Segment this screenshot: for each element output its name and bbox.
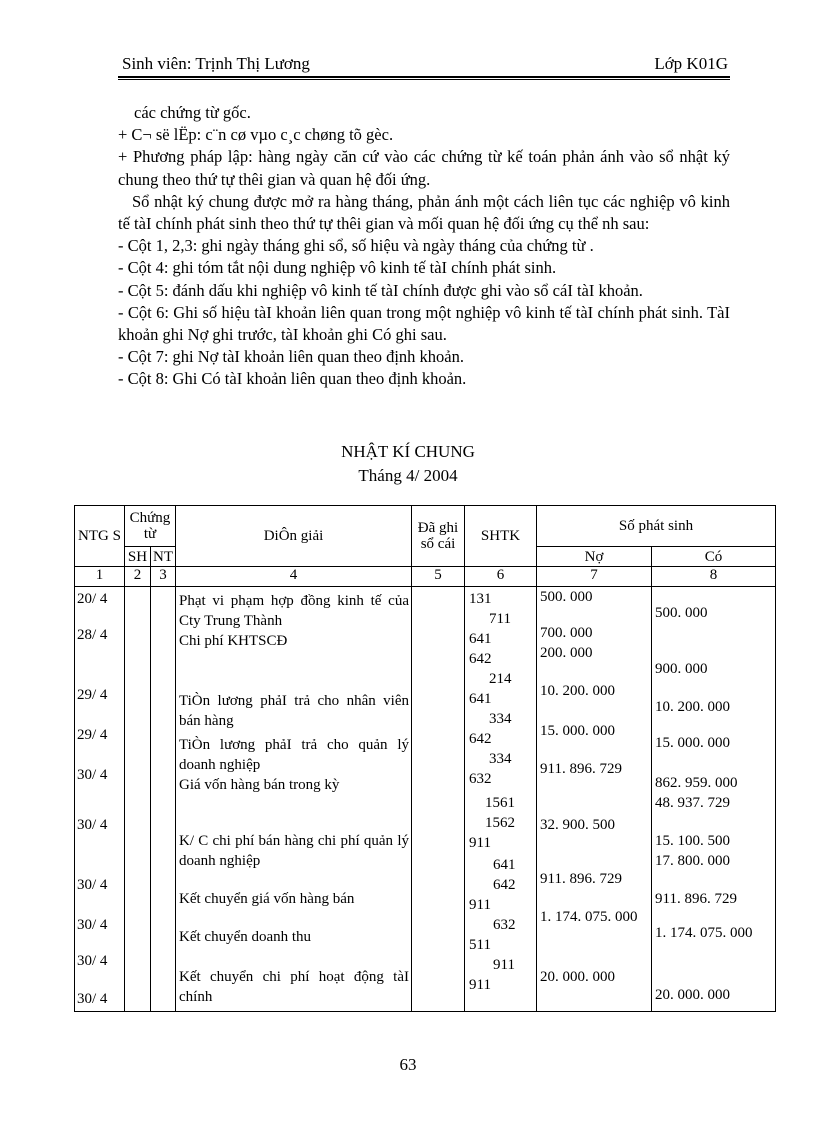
journal-table <box>74 505 776 1012</box>
date: 30/ 4 <box>77 991 108 1007</box>
date: 20/ 4 <box>77 591 108 607</box>
description: Kết chuyển chi phí hoạt động tàI chính <box>179 969 409 1005</box>
debit-amount: 10. 200. 000 <box>540 683 615 699</box>
description: Kết chuyển doanh thu <box>179 929 312 945</box>
descriptions-cell <box>176 587 412 1012</box>
description: K/ C chi phí bán hàng chi phí quản lý doanh nghiệp <box>179 833 409 869</box>
date: 29/ 4 <box>77 727 108 743</box>
header-shtk: SHTK <box>465 506 537 567</box>
header-rule <box>118 76 730 78</box>
col-number: 8 <box>652 567 776 587</box>
debit-amount: 500. 000 <box>540 589 593 605</box>
description: Giá vốn hàng bán trong kỳ <box>179 777 340 793</box>
credit-amount: 900. 000 <box>655 661 708 677</box>
paragraph: + Phương pháp lập: hàng ngày căn cứ vào các chứng từ kế toán phản ánh vào sổ nhật ký chung theo thứ tự thêi gian và quan hệ đối ứng. <box>118 147 730 189</box>
debit-amount: 911. 896. 729 <box>540 761 622 777</box>
account: 911 <box>469 835 491 851</box>
page-number: 63 <box>399 1055 417 1074</box>
account: 911 <box>469 897 491 913</box>
description: Phạt vi phạm hợp đồng kinh tế của Cty Trung Thành <box>179 593 409 629</box>
account: 1562 <box>485 815 515 831</box>
debit-cell <box>537 587 652 1012</box>
col-number: 6 <box>465 567 537 587</box>
credit-amount: 48. 937. 729 <box>655 795 730 811</box>
account: 214 <box>489 671 512 687</box>
account: 334 <box>489 751 512 767</box>
col-number: 4 <box>176 567 412 587</box>
account: 641 <box>469 631 492 647</box>
credit-amount: 1. 174. 075. 000 <box>655 925 753 941</box>
paragraph: - Cột 6: Ghi số hiệu tàI khoản liên quan trong một nghiệp vô kinh tế tàI chính phát sinh. TàI khoản ghi Nợ ghi trước, tàI khoản ghi Có ghi sau. <box>118 302 730 345</box>
col-number: 1 <box>75 567 125 587</box>
account: 642 <box>469 731 492 747</box>
paragraph: - Cột 1, 2,3: ghi ngày tháng ghi sổ, số hiệu và ngày tháng của chứng từ . <box>118 236 594 256</box>
paragraph: - Cột 4: ghi tóm tắt nội dung nghiệp vô kinh tế tàI chính phát sinh. <box>118 258 557 278</box>
dates-cell <box>75 587 125 1012</box>
debit-amount: 1. 174. 075. 000 <box>540 909 638 925</box>
date: 30/ 4 <box>77 953 108 969</box>
debit-amount: 15. 000. 000 <box>540 723 615 739</box>
table-title: NHẬT KÍ CHUNG <box>341 442 475 461</box>
date: 30/ 4 <box>77 817 108 833</box>
account: 511 <box>469 937 491 953</box>
account: 911 <box>469 977 491 993</box>
header-ntgs: NTG S <box>75 506 125 567</box>
paragraph: các chứng từ gốc. <box>134 103 251 122</box>
paragraph: - Cột 7: ghi Nợ tàI khoản liên quan theo định khoản. <box>118 347 465 367</box>
header-rule-thin <box>118 79 730 80</box>
header-daghi: Đã ghi sổ cái <box>412 506 465 567</box>
shtk-cell <box>465 587 537 1012</box>
account: 642 <box>493 877 516 893</box>
debit-amount: 700. 000 <box>540 625 593 641</box>
credit-amount: 17. 800. 000 <box>655 853 730 869</box>
paragraph: - Cột 8: Ghi Có tàI khoản liên quan theo định khoản. <box>118 369 467 389</box>
body-text <box>118 102 730 391</box>
daghi-cell <box>412 587 465 1012</box>
debit-amount: 20. 000. 000 <box>540 969 615 985</box>
credit-amount: 20. 000. 000 <box>655 987 730 1003</box>
header-sh: SH <box>125 547 151 567</box>
paragraph: + C¬ së lËp: c¨n cø vµo c¸c chøng tõ gèc. <box>118 125 394 145</box>
page-header <box>118 52 730 76</box>
debit-amount: 911. 896. 729 <box>540 871 622 887</box>
sh-cell <box>125 587 151 1012</box>
account: 632 <box>493 917 516 933</box>
header-no: Nợ <box>537 547 652 567</box>
header-diengiai: DiÔn giải <box>176 506 412 567</box>
date: 30/ 4 <box>77 877 108 893</box>
debit-amount: 200. 000 <box>540 645 593 661</box>
header-nt: NT <box>151 547 176 567</box>
account: 632 <box>469 771 492 787</box>
col-number: 2 <box>125 567 151 587</box>
credit-cell <box>652 587 776 1012</box>
col-number: 3 <box>151 567 176 587</box>
header-chungtu: Chứng từ <box>125 506 176 547</box>
description: TiÒn lương phảI trả cho quản lý doanh nghiệp <box>179 737 409 773</box>
paragraph: Sổ nhật ký chung được mở ra hàng tháng, phản ánh một cách liên tục các nghiệp vô kinh tế tàI chính phát sinh theo thứ tự thêi gian và mối quan hệ đối ứng cụ thể nh sau: <box>118 191 730 234</box>
header-sophatsinh: Số phát sinh <box>537 506 776 547</box>
date: 29/ 4 <box>77 687 108 703</box>
header-co: Có <box>652 547 776 567</box>
credit-amount: 500. 000 <box>655 605 708 621</box>
col-number: 7 <box>537 567 652 587</box>
col-number: 5 <box>412 567 465 587</box>
credit-amount: 10. 200. 000 <box>655 699 730 715</box>
debit-amount: 32. 900. 500 <box>540 817 615 833</box>
paragraph: - Cột 5: đánh dấu khi nghiệp vô kinh tế tàI chính được ghi vào sổ cáI tàI khoản. <box>118 280 643 300</box>
description: Chi phí KHTSCĐ <box>179 633 288 649</box>
date: 28/ 4 <box>77 627 108 643</box>
student-name: Sinh viên: Trịnh Thị Lương <box>122 54 310 73</box>
credit-amount: 15. 100. 500 <box>655 833 730 849</box>
account: 711 <box>489 611 511 627</box>
credit-amount: 862. 959. 000 <box>655 775 738 791</box>
account: 641 <box>469 691 492 707</box>
table-subtitle: Tháng 4/ 2004 <box>358 466 458 485</box>
date: 30/ 4 <box>77 767 108 783</box>
account: 1561 <box>485 795 515 811</box>
date: 30/ 4 <box>77 917 108 933</box>
account: 334 <box>489 711 512 727</box>
account: 131 <box>469 591 492 607</box>
description: Kết chuyển giá vốn hàng bán <box>179 891 355 907</box>
account: 911 <box>493 957 515 973</box>
nt-cell <box>151 587 176 1012</box>
description: TiÒn lương phảI trả cho nhân viên bán hàng <box>179 693 409 729</box>
class-code: Lớp K01G <box>654 54 728 73</box>
credit-amount: 911. 896. 729 <box>655 891 737 907</box>
account: 641 <box>493 857 516 873</box>
credit-amount: 15. 000. 000 <box>655 735 730 751</box>
account: 642 <box>469 651 492 667</box>
